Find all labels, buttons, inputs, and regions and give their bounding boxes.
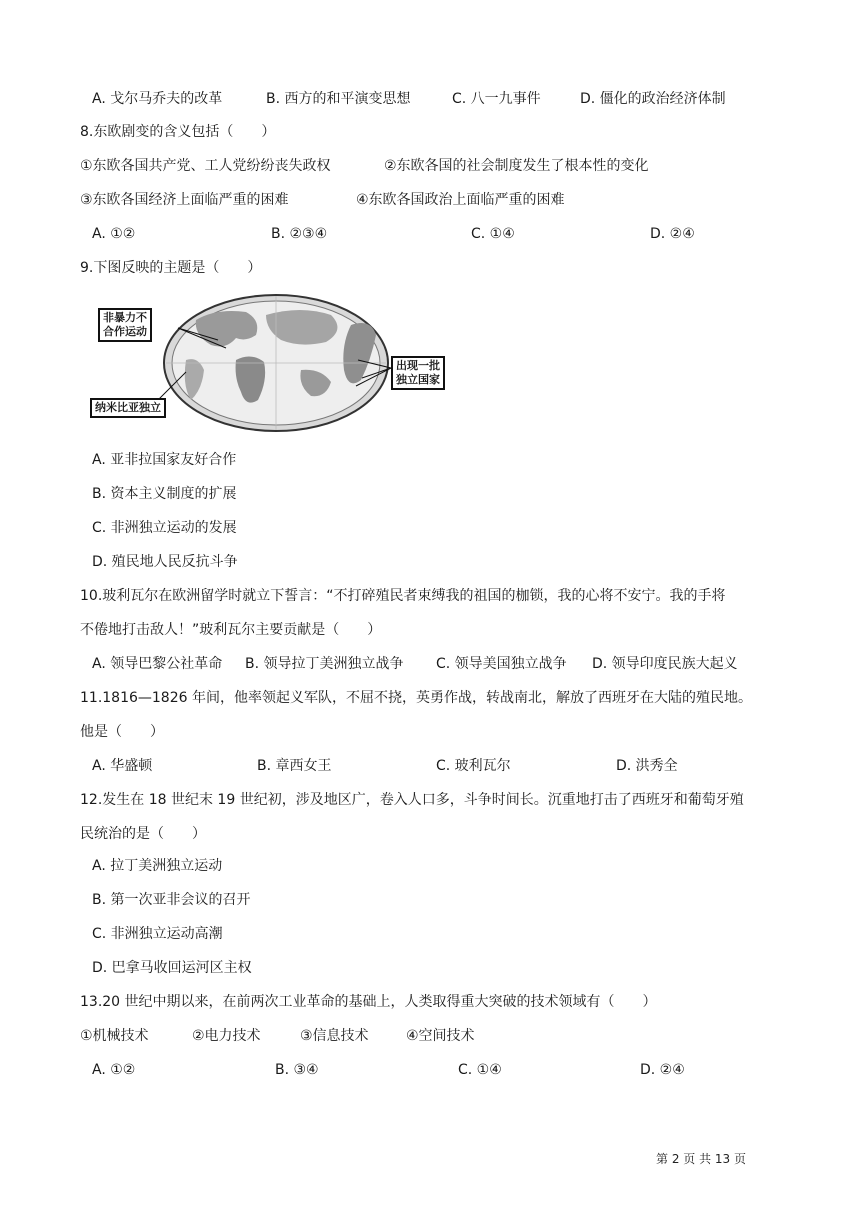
q12-option-d: D. 巴拿马收回运河区主权 — [92, 960, 252, 976]
q13-item-3: ③信息技术 — [300, 1028, 369, 1044]
q11-stem-line1: 11.1816—1826 年间，他率领起义军队，不屈不挠，英勇作战，转战南北，解放了西班牙在大陆的殖民地。 — [80, 690, 752, 706]
q9-stem: 9.下图反映的主题是（ ） — [80, 260, 262, 276]
q13-item-2: ②电力技术 — [192, 1028, 261, 1044]
q13-option-a: A. ①② — [92, 1062, 136, 1078]
q8-option-b: B. ②③④ — [271, 226, 328, 242]
q10-stem-line2: 不倦地打击敌人！”玻利瓦尔主要贡献是（ ） — [80, 622, 382, 638]
q7-option-a: A. 戈尔马乔夫的改革 — [92, 91, 223, 107]
q9-option-c: C. 非洲独立运动的发展 — [92, 520, 237, 536]
q11-option-b: B. 章西女王 — [257, 758, 332, 774]
q11-option-c: C. 玻利瓦尔 — [436, 758, 511, 774]
q8-option-a: A. ①② — [92, 226, 136, 242]
page-number-footer: 第 2 页 共 13 页 — [656, 1152, 746, 1166]
q10-option-d: D. 领导印度民族大起义 — [592, 656, 738, 672]
q10-option-a: A. 领导巴黎公社革命 — [92, 656, 223, 672]
q13-item-4: ④空间技术 — [406, 1028, 475, 1044]
map-label-independent-states-line2: 独立国家 — [396, 373, 440, 386]
q7-option-c: C. 八一九事件 — [452, 91, 541, 107]
q7-option-b: B. 西方的和平演变思想 — [266, 91, 411, 107]
q12-option-a: A. 拉丁美洲独立运动 — [92, 858, 223, 874]
q13-item-1: ①机械技术 — [80, 1028, 149, 1044]
q9-option-d: D. 殖民地人民反抗斗争 — [92, 554, 238, 570]
q7-option-d: D. 僵化的政治经济体制 — [580, 91, 726, 107]
map-label-independent-states — [391, 356, 445, 390]
q12-option-c: C. 非洲独立运动高潮 — [92, 926, 223, 942]
q13-option-b: B. ③④ — [275, 1062, 319, 1078]
q11-option-d: D. 洪秀全 — [616, 758, 678, 774]
q12-option-b: B. 第一次亚非会议的召开 — [92, 892, 251, 908]
world-map-figure — [86, 290, 466, 436]
q13-option-d: D. ②④ — [640, 1062, 685, 1078]
q9-option-b: B. 资本主义制度的扩展 — [92, 486, 237, 502]
q8-item-4: ④东欧各国政治上面临严重的困难 — [356, 192, 565, 208]
q8-item-1: ①东欧各国共产党、工人党纷纷丧失政权 — [80, 158, 331, 174]
q11-stem-line2: 他是（ ） — [80, 724, 164, 740]
map-label-non-cooperation — [98, 308, 152, 342]
q8-option-c: C. ①④ — [471, 226, 515, 242]
q8-item-3: ③东欧各国经济上面临严重的困难 — [80, 192, 289, 208]
q10-stem-line1: 10.玻利瓦尔在欧洲留学时就立下誓言：“不打碎殖民者束缚我的祖国的枷锁，我的心将不安宁。我的手将 — [80, 588, 726, 604]
map-label-namibia: 纳米比亚独立 — [90, 398, 166, 418]
q11-option-a: A. 华盛顿 — [92, 758, 153, 774]
q13-stem: 13.20 世纪中期以来，在前两次工业革命的基础上，人类取得重大突破的技术领域有（ ） — [80, 994, 657, 1010]
q8-option-d: D. ②④ — [650, 226, 695, 242]
map-label-non-cooperation-line2: 合作运动 — [103, 325, 147, 338]
q8-item-2: ②东欧各国的社会制度发生了根本性的变化 — [384, 158, 649, 174]
q9-option-a: A. 亚非拉国家友好合作 — [92, 452, 237, 468]
q10-option-c: C. 领导美国独立战争 — [436, 656, 567, 672]
q12-stem-line1: 12.发生在 18 世纪末 19 世纪初，涉及地区广，卷入人口多，斗争时间长。沉重地打击了西班牙和葡萄牙殖 — [80, 792, 744, 808]
q13-option-c: C. ①④ — [458, 1062, 502, 1078]
q12-stem-line2: 民统治的是（ ） — [80, 826, 206, 842]
q10-option-b: B. 领导拉丁美洲独立战争 — [245, 656, 404, 672]
map-label-non-cooperation-line1: 非暴力不 — [103, 311, 147, 324]
q8-stem: 8.东欧剧变的含义包括（ ） — [80, 124, 276, 140]
map-label-independent-states-line1: 出现一批 — [396, 359, 440, 372]
